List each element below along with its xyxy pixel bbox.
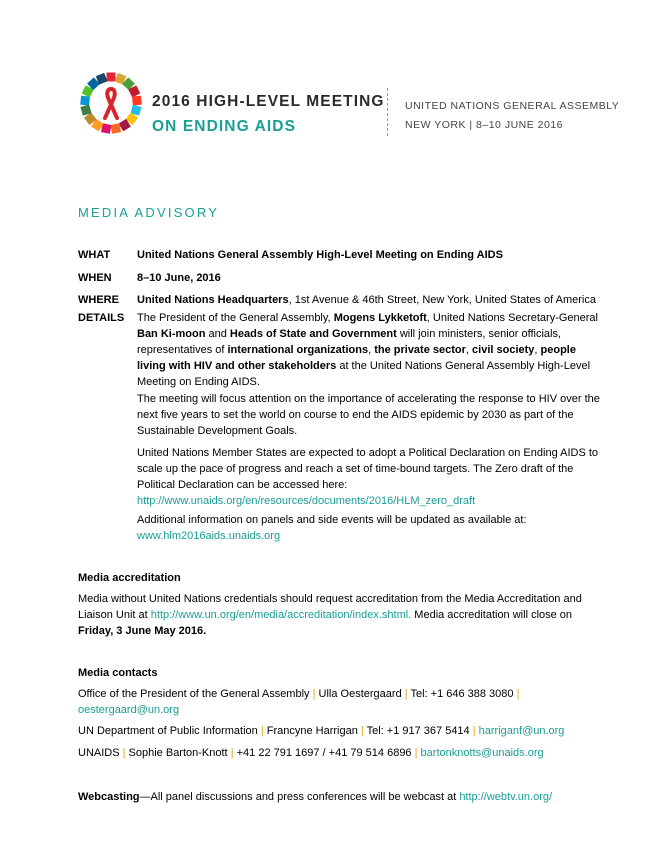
webcasting-label: Webcasting (78, 791, 140, 803)
accreditation-text-1: Media without United Nations credentials should request accreditation from the Media Accreditation and Liaison Unit at (78, 593, 582, 621)
separator: | (404, 688, 408, 700)
p1-text-o: at the United Nations General Assembly High-Level Meeting on Ending AIDS. (137, 360, 591, 388)
where-value (137, 292, 599, 308)
accreditation-deadline: Friday, 3 June May 2016. (78, 625, 207, 637)
contact-pga-tel: Tel: +1 646 388 3080 (410, 688, 514, 700)
contact-dpi-email[interactable]: harriganf@un.org (478, 725, 565, 737)
event-title-line2: ON ENDING AIDS (152, 118, 297, 135)
what-label: WHAT (78, 249, 111, 261)
p1-pga-name: Mogens Lykketoft (333, 312, 427, 324)
contact-dpi (78, 723, 598, 739)
webcasting-text: —All panel discussions and press conferences will be webcast at (139, 791, 460, 803)
p1-stakeholders: people living with HIV and other stakeholders (137, 344, 576, 372)
contact-unaids-org: UNAIDS (78, 747, 120, 759)
p1-text-a: The President of the General Assembly, (137, 312, 334, 324)
header-divider (387, 88, 388, 136)
details-paragraph-4 (137, 512, 600, 544)
accreditation-text (78, 591, 598, 639)
contact-unaids-tel: +41 22 791 1697 / +41 79 514 6896 (236, 747, 412, 759)
p1-text-m: , (534, 344, 541, 356)
details-paragraph-3 (137, 445, 600, 509)
contact-unaids (78, 745, 598, 761)
p1-sg-name: Ban Ki-moon (137, 328, 206, 340)
wheel-segment (80, 96, 90, 106)
separator: | (516, 688, 520, 700)
separator: | (312, 688, 316, 700)
when-value: 8–10 June, 2016 (137, 272, 221, 284)
event-location-date: NEW YORK | 8–10 JUNE 2016 (405, 119, 564, 131)
accreditation-heading: Media accreditation (78, 572, 181, 584)
sdg-ribbon-logo (78, 70, 144, 136)
hlm-website-link[interactable]: www.hlm2016aids.unaids.org (137, 530, 281, 542)
accreditation-text-2: Media accreditation will close on (411, 609, 573, 621)
separator: | (472, 725, 476, 737)
p1-intl-orgs: international organizations (227, 344, 369, 356)
p1-text-g: will join ministers, senior officials, representatives of (137, 328, 562, 356)
contact-dpi-org: UN Department of Public Information (78, 725, 258, 737)
separator: | (260, 725, 264, 737)
event-title-line1: 2016 HIGH-LEVEL MEETING (152, 93, 385, 110)
page-header (78, 70, 618, 140)
contact-pga-org: Office of the President of the General Assembly (78, 688, 310, 700)
p1-text-i: , (368, 344, 375, 356)
p1-heads-of-state: Heads of State and Government (229, 328, 397, 340)
zero-draft-link[interactable]: http://www.unaids.org/en/resources/documents/2016/HLM_zero_draft (137, 495, 476, 507)
contact-pga-email[interactable]: oestergaard@un.org (78, 704, 180, 716)
details-label: DETAILS (78, 312, 125, 324)
contact-pga (78, 686, 598, 718)
where-address: , 1st Avenue & 46th Street, New York, United States of America (288, 294, 596, 306)
red-ribbon-icon (105, 89, 117, 118)
advisory-title: MEDIA ADVISORY (78, 205, 220, 220)
accreditation-link[interactable]: http://www.un.org/en/media/accreditation/index.shtml. (150, 609, 412, 621)
separator: | (414, 747, 418, 759)
p1-text-e: and (205, 328, 230, 340)
details-paragraph-2: The meeting will focus attention on the importance of accelerating the response to HIV over the next five years to set the world on course to end the AIDS epidemic by 2030 as part of the Sustainable Development Goals. (137, 393, 600, 437)
organizer-info (405, 97, 619, 135)
details-paragraph-1 (137, 310, 600, 390)
webtv-link[interactable]: http://webtv.un.org/ (459, 791, 553, 803)
contact-dpi-tel: Tel: +1 917 367 5414 (366, 725, 470, 737)
wheel-segment (132, 96, 142, 106)
separator: | (230, 747, 234, 759)
wheel-segment (107, 73, 116, 82)
what-value: United Nations General Assembly High-Level Meeting on Ending AIDS (137, 249, 503, 261)
p1-private-sector: the private sector (374, 344, 466, 356)
contact-pga-name: Ulla Oestergaard (318, 688, 402, 700)
event-title (152, 92, 385, 136)
p4-text: Additional information on panels and side events will be updated as available at: (137, 514, 527, 526)
contacts-heading: Media contacts (78, 667, 158, 679)
p1-civil-society: civil society (472, 344, 535, 356)
where-venue: United Nations Headquarters (137, 294, 289, 306)
separator: | (122, 747, 126, 759)
p1-text-k: , (465, 344, 473, 356)
contact-unaids-name: Sophie Barton-Knott (128, 747, 228, 759)
wheel-segment (111, 123, 122, 134)
contact-dpi-name: Francyne Harrigan (266, 725, 358, 737)
p3-text: United Nations Member States are expected to adopt a Political Declaration on Ending AIDS to scale up the pace of progress and reach a set of time-bound targets. The Zero draft of the Political Declaration can be accessed here: (137, 447, 599, 491)
p1-text-c: , United Nations Secretary-General (426, 312, 598, 324)
separator: | (360, 725, 364, 737)
webcasting-note (78, 789, 598, 805)
when-label: WHEN (78, 272, 112, 284)
where-label: WHERE (78, 294, 119, 306)
contact-unaids-email[interactable]: bartonknotts@unaids.org (420, 747, 544, 759)
organizer-name: UNITED NATIONS GENERAL ASSEMBLY (405, 100, 620, 112)
